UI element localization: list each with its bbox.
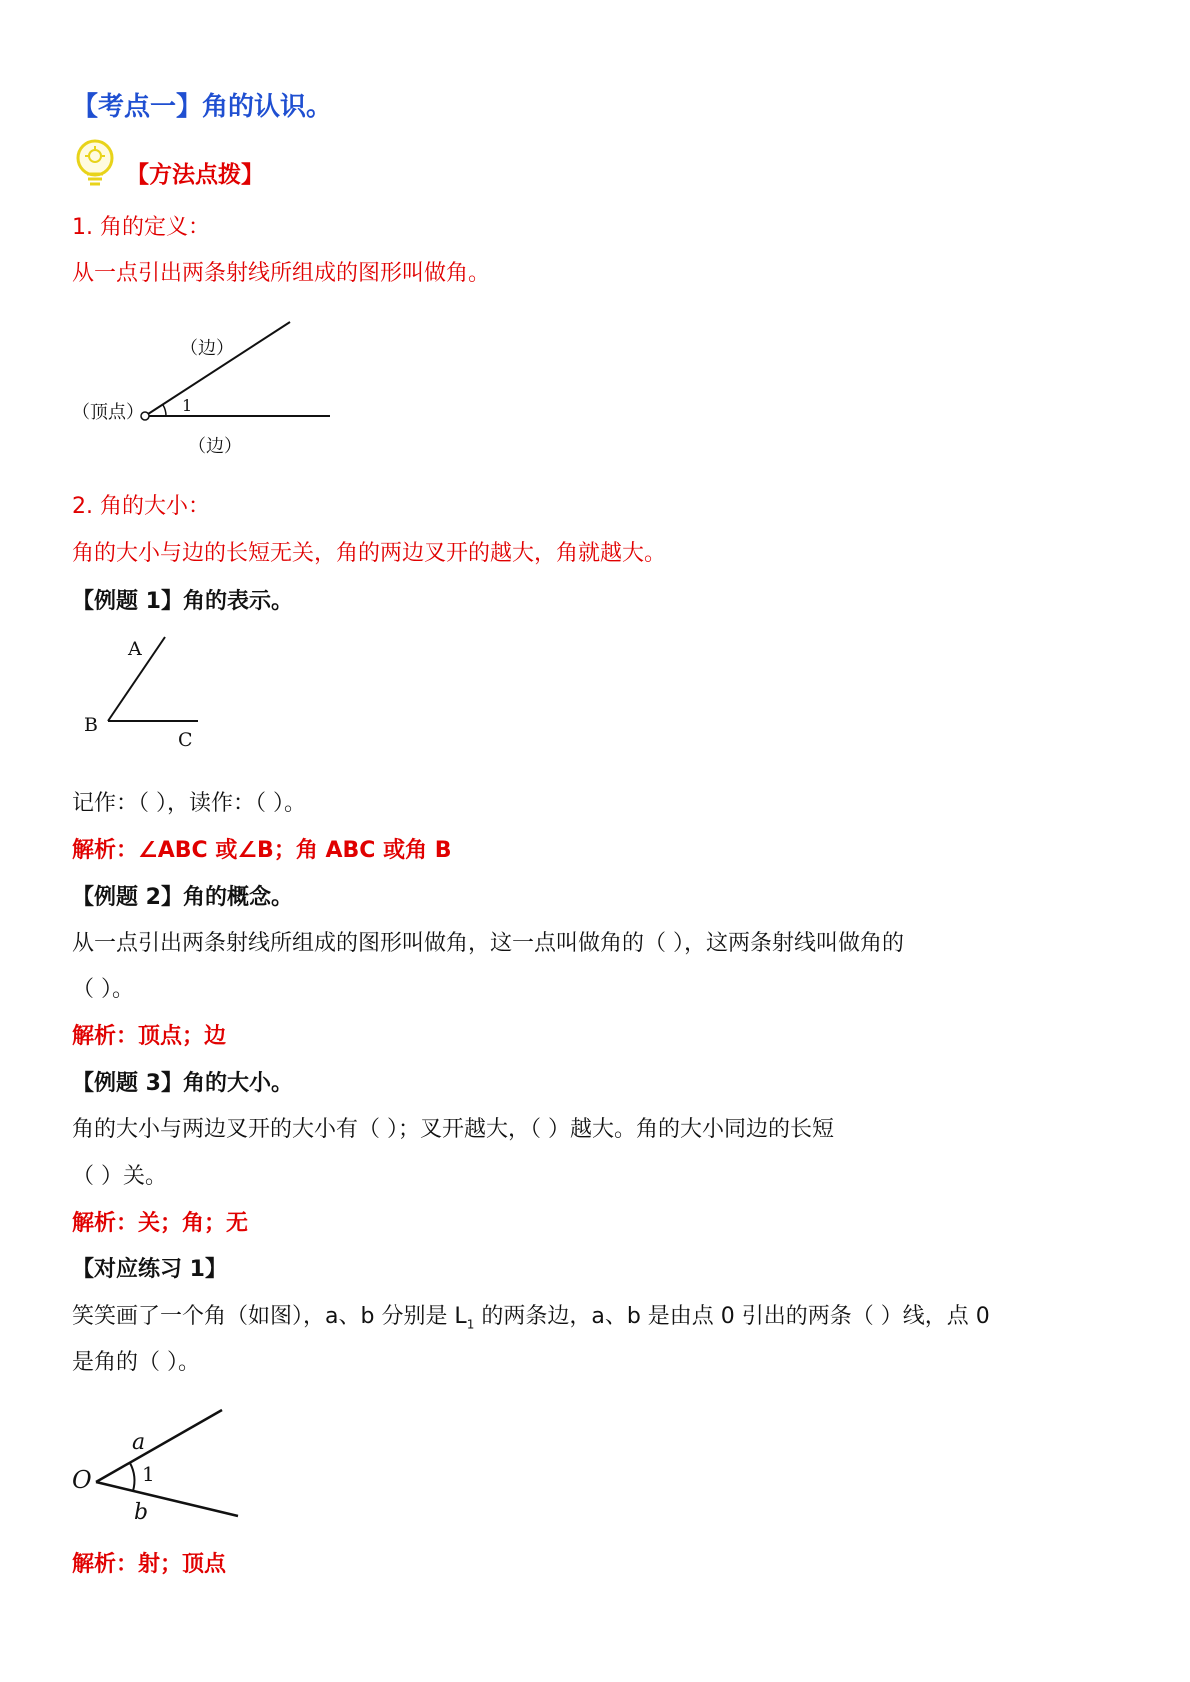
angle-abc-diagram (100, 632, 210, 728)
label-b-edge: b (134, 1500, 149, 1525)
example3-title: 【例题 3】角的大小。 (72, 1071, 293, 1096)
vertex-label: （顶点） (72, 402, 144, 423)
label-o: O (72, 1466, 92, 1494)
label-b: B (84, 714, 98, 736)
example3-question-line2: （ ）关。 (72, 1164, 167, 1189)
angle-number-label: 1 (182, 396, 193, 415)
label-a: A (128, 638, 142, 660)
angle-definition-diagram (140, 318, 340, 428)
edge-top-label: （边） (180, 338, 234, 359)
label-c: C (178, 729, 193, 751)
section-title: 【考点一】角的认识。 (72, 92, 333, 122)
size-text: 角的大小与边的长短无关，角的两边叉开的越大，角就越大。 (72, 541, 667, 566)
practice1-answer: 解析：射；顶点 (72, 1552, 227, 1577)
example1-question: 记作：（ ），读作：（ ）。 (72, 791, 306, 816)
edge-bottom-label: （边） (188, 436, 242, 457)
example1-title: 【例题 1】角的表示。 (72, 589, 293, 614)
definition-heading: 1. 角的定义： (72, 215, 210, 240)
lightbulb-icon (72, 138, 118, 190)
angle-oab-diagram (90, 1404, 250, 1524)
example2-title: 【例题 2】角的概念。 (72, 885, 293, 910)
example1-answer: 解析：∠ABC 或∠B；角 ABC 或角 B (72, 838, 452, 863)
method-label: 【方法点拨】 (126, 162, 264, 188)
practice1-question-line1: 笑笑画了一个角（如图），a、b 分别是 $L_1$ 的两条边，a、b 是由点 0 引出的两条（ ）线，点 0 (72, 1304, 990, 1332)
practice1-title: 【对应练习 1】 (72, 1257, 227, 1282)
example2-answer: 解析：顶点；边 (72, 1024, 227, 1049)
example2-question-line1: 从一点引出两条射线所组成的图形叫做角，这一点叫做角的（ ），这两条射线叫做角的 (72, 931, 904, 956)
size-heading: 2. 角的大小： (72, 494, 210, 519)
angle-one-label: 1 (142, 1462, 155, 1486)
example3-question-line1: 角的大小与两边叉开的大小有（ ）；叉开越大，（ ）越大。角的大小同边的长短 (72, 1117, 834, 1142)
definition-text: 从一点引出两条射线所组成的图形叫做角。 (72, 261, 491, 286)
example2-question-line2: （ ）。 (72, 977, 134, 1002)
label-a-edge: a (132, 1430, 146, 1455)
practice1-question-line2: 是角的（ ）。 (72, 1350, 200, 1375)
example3-answer: 解析：关；角；无 (72, 1211, 249, 1236)
